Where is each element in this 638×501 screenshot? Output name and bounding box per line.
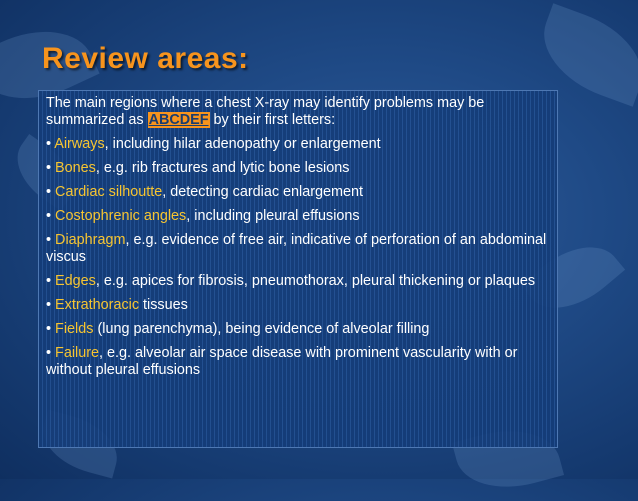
term-rest: dges (64, 273, 96, 289)
initial-letter: C (55, 184, 66, 200)
term-rest: iaphragm (65, 232, 126, 248)
list-item (46, 273, 550, 290)
item-description: , e.g. alveolar air space disease with prominent vascularity with or without pleural effusions (46, 345, 518, 378)
list-item (46, 297, 550, 314)
content-box (38, 90, 558, 448)
initial-letter: F (55, 321, 64, 337)
intro-text: The main regions where a chest X-ray may identify problems may be summarized as (46, 95, 485, 128)
term-rest: ones (64, 160, 96, 176)
bullet: • (46, 208, 56, 224)
item-description: , e.g. evidence of free air, indicative of perforation of an abdominal viscus (46, 232, 547, 265)
item-description: , detecting cardiac enlargement (162, 184, 364, 200)
list-item (46, 208, 550, 225)
bullet: • (46, 345, 56, 361)
term-rest: ailure (63, 345, 100, 361)
item-description: tissues (139, 297, 188, 313)
initial-letter: B (55, 160, 65, 176)
term-rest: ostophrenic angles (65, 208, 187, 224)
bullet: • (46, 321, 56, 337)
list-item (46, 232, 550, 266)
intro-paragraph (46, 95, 550, 129)
item-description: , including pleural effusions (186, 208, 360, 224)
initial-letter: E (55, 297, 65, 313)
initial-letter: E (55, 273, 65, 289)
item-description: (lung parenchyma), being evidence of alveolar filling (93, 321, 430, 337)
acronym-highlight: ABCDEF (148, 112, 209, 128)
item-description: , including hilar adenopathy or enlargement (104, 136, 381, 152)
term-rest: irways (63, 136, 105, 152)
bullet: • (46, 273, 56, 289)
initial-letter: C (55, 208, 66, 224)
bullet: • (46, 136, 55, 152)
term-rest: ields (63, 321, 94, 337)
slide-title: Review areas: (42, 42, 249, 75)
bullet: • (46, 160, 56, 176)
list-item (46, 136, 550, 153)
list-item (46, 160, 550, 177)
item-description: , e.g. apices for fibrosis, pneumothorax, pleural thickening or plaques (95, 273, 536, 289)
list-item (46, 184, 550, 201)
bullet: • (46, 297, 56, 313)
term-rest: ardiac silhoutte (65, 184, 163, 200)
bullet: • (46, 232, 56, 248)
term-rest: xtrathoracic (64, 297, 140, 313)
list-item (46, 345, 550, 379)
initial-letter: A (54, 136, 64, 152)
initial-letter: D (55, 232, 66, 248)
intro-text-end: by their first letters: (209, 112, 336, 128)
list-item (46, 321, 550, 338)
item-description: , e.g. rib fractures and lytic bone lesions (95, 160, 350, 176)
initial-letter: F (55, 345, 64, 361)
bullet: • (46, 184, 56, 200)
